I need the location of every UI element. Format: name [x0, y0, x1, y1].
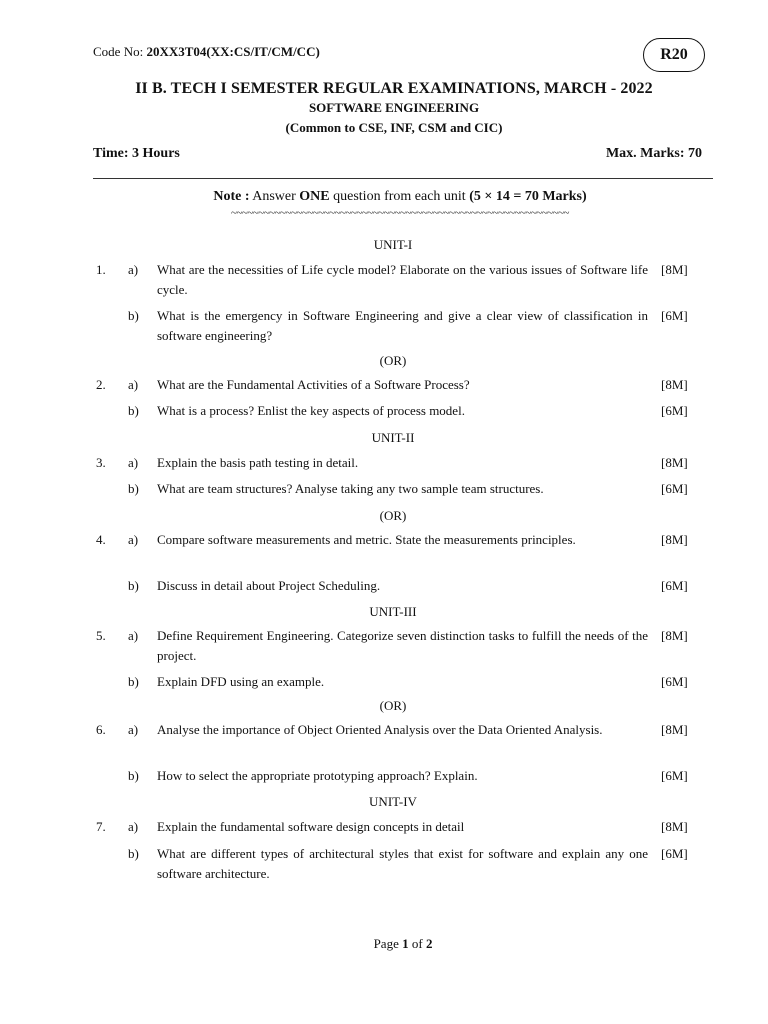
part-label: b) [128, 403, 139, 418]
or-separator: (OR) [379, 353, 407, 368]
part-label: a) [128, 377, 139, 392]
unit-heading: UNIT-I [373, 237, 413, 252]
question-number: 6. [96, 722, 106, 737]
regulation-badge: R20 [643, 38, 705, 72]
page-footer [0, 936, 768, 952]
question-number: 7. [96, 819, 106, 834]
page-total: 2 [425, 936, 433, 951]
question-text: Compare software measurements and metric. State the measurements principles. [157, 532, 576, 547]
marks-label: [6M] [661, 674, 688, 689]
marks-label: [8M] [661, 722, 688, 737]
question-text: What are different types of architectural styles that exist for software and explain any one software architecture. [157, 846, 648, 881]
question-text: Analyse the importance of Object Oriented Analysis over the Data Oriented Analysis. [157, 722, 603, 737]
question-number: 5. [96, 628, 106, 643]
code-label: Code No: [93, 44, 144, 59]
question-number: 2. [96, 377, 106, 392]
unit-heading: UNIT-III [369, 604, 417, 619]
question-number: 1. [96, 262, 106, 277]
tilde-separator: ~~~~~~~~~~~~~~~~~~~~~~~~~~~~~~~~~~~~~~~~~~~~~~~~~~~~~~~~~~~~~~ [231, 207, 569, 219]
marks-label: [8M] [661, 819, 688, 834]
marks-label: [6M] [661, 578, 688, 593]
part-label: a) [128, 628, 139, 643]
code-value: 20XX3T04(XX:CS/IT/CM/CC) [146, 44, 320, 59]
part-label: b) [128, 768, 139, 783]
or-separator: (OR) [379, 698, 407, 713]
note-label: Note : [213, 189, 250, 204]
marks-label: [8M] [661, 628, 688, 643]
note-emphasis: ONE [299, 189, 330, 204]
code-number [93, 44, 320, 60]
or-separator: (OR) [379, 508, 407, 523]
time-allowed: Time: 3 Hours [93, 146, 180, 161]
note-text-2: question from each unit [333, 189, 466, 204]
marks-label: [8M] [661, 532, 688, 547]
instructions-note [0, 189, 768, 205]
part-label: a) [128, 455, 139, 470]
question-text: What are the Fundamental Activities of a Software Process? [157, 377, 470, 392]
question-text: What are team structures? Analyse taking any two sample team structures. [157, 481, 544, 496]
part-label: a) [128, 722, 139, 737]
marks-label: [8M] [661, 377, 688, 392]
common-to: (Common to CSE, INF, CSM and CIC) [285, 120, 503, 135]
note-text-1: Answer [252, 189, 296, 204]
header-divider [93, 178, 713, 179]
note-formula: (5 × 14 = 70 Marks) [469, 189, 587, 204]
part-label: b) [128, 674, 139, 689]
question-text: Explain the basis path testing in detail. [157, 455, 359, 470]
exam-title: II B. TECH I SEMESTER REGULAR EXAMINATIONS, MARCH - 2022 [135, 80, 653, 97]
page-current: 1 [402, 936, 409, 951]
marks-label: [8M] [661, 262, 688, 277]
subject-title: SOFTWARE ENGINEERING [308, 100, 480, 115]
question-number: 4. [96, 532, 106, 547]
marks-label: [6M] [661, 481, 688, 496]
marks-label: [6M] [661, 768, 688, 783]
marks-label: [8M] [661, 455, 688, 470]
page-prefix: Page [373, 936, 399, 951]
part-label: b) [128, 578, 139, 593]
question-text: What is a process? Enlist the key aspects of process model. [157, 403, 465, 418]
question-text: Explain DFD using an example. [157, 674, 325, 689]
question-text: Define Requirement Engineering. Categorize seven distinction tasks to fulfill the needs of the project. [157, 628, 648, 663]
marks-label: [6M] [661, 846, 688, 861]
question-text: What is the emergency in Software Engineering and give a clear view of classification in software engineering? [157, 308, 648, 343]
marks-label: [6M] [661, 308, 688, 323]
unit-heading: UNIT-IV [369, 794, 417, 809]
part-label: a) [128, 262, 139, 277]
part-label: b) [128, 846, 139, 861]
page-of: of [411, 936, 423, 951]
question-text: Discuss in detail about Project Scheduling. [157, 578, 381, 593]
part-label: b) [128, 308, 139, 323]
question-text: How to select the appropriate prototyping approach? Explain. [157, 768, 478, 783]
part-label: b) [128, 481, 139, 496]
question-text: What are the necessities of Life cycle model? Elaborate on the various issues of Software life cycle. [157, 262, 648, 297]
unit-heading: UNIT-II [371, 430, 415, 445]
question-number: 3. [96, 455, 106, 470]
question-text: Explain the fundamental software design concepts in detail [157, 819, 465, 834]
max-marks: Max. Marks: 70 [605, 146, 702, 161]
part-label: a) [128, 532, 139, 547]
part-label: a) [128, 819, 139, 834]
marks-label: [6M] [661, 403, 688, 418]
